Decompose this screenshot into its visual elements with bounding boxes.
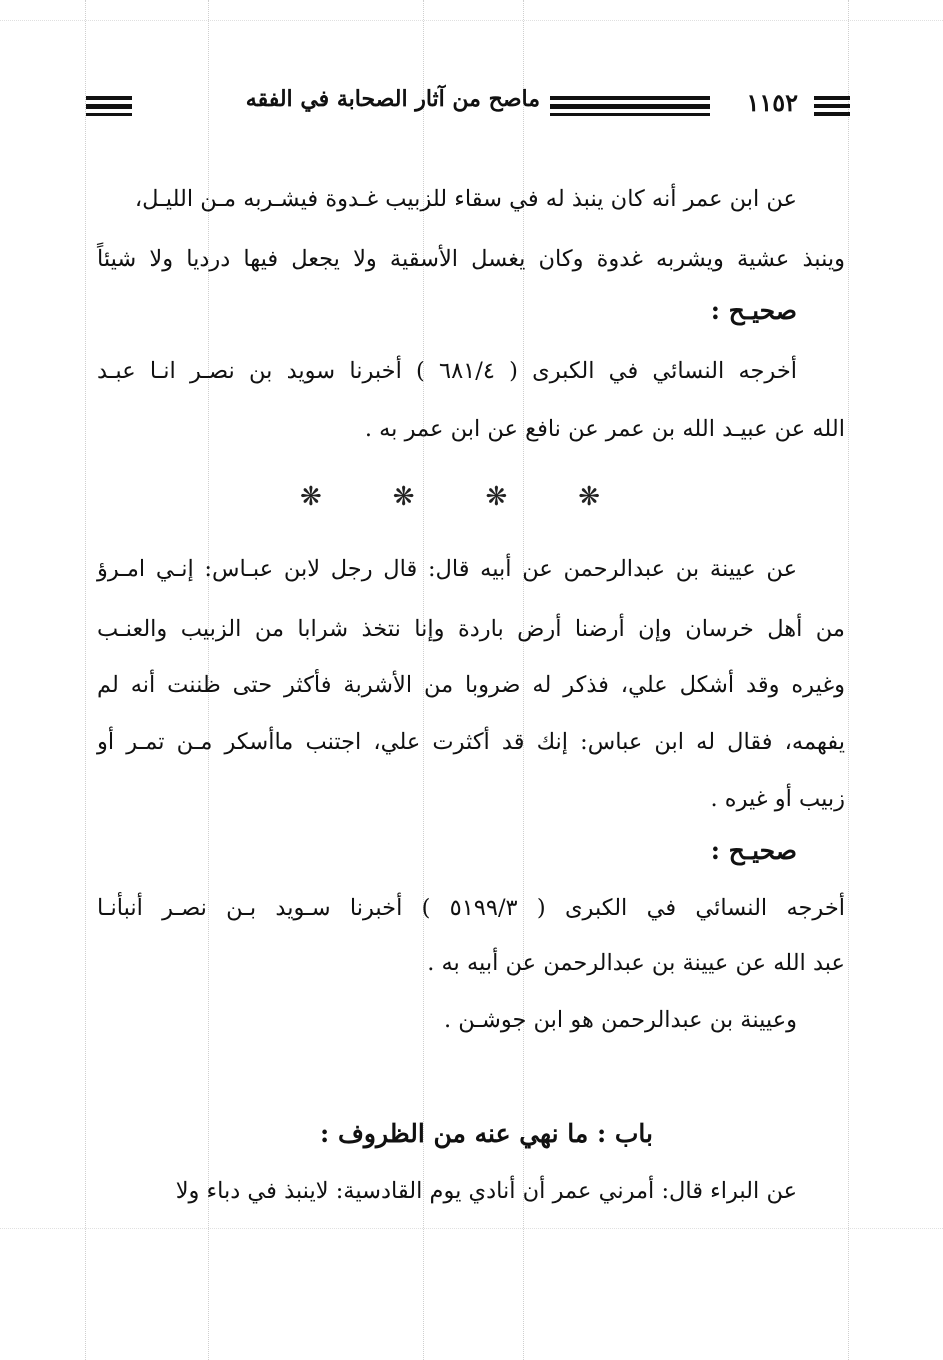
source-line: عبد الله عن عيينة بن عبدالرحمن عن أبيه به . [427,950,845,976]
text-line: وينبذ عشية ويشربه غدوة وكان يغسل الأسقية ولا يجعل فيها درديا ولا شيئاً [97,246,845,272]
text-line: عن عيينة بن عبدالرحمن عن أبيه قال: قال رجل لابن عبـاس: إنـي امـرؤ [97,556,797,582]
star-ornament-icon: ❋ [485,482,508,512]
star-ornament-icon: ❋ [392,482,415,512]
running-header [86,86,850,124]
running-title: ماصح من آثار الصحابة في الفقه [245,86,540,112]
chapter-heading: باب : ما نهي عنه من الظروف : [320,1119,653,1148]
text-line: من أهل خرسان وإن أرضنا أرض باردة وإنا نتخذ شرابا من الزبيب والعنـب [97,616,845,642]
guide-line [0,20,943,21]
text-line: زبيب أو غيره . [710,786,845,812]
source-line: أخرجه النسائي في الكبرى ( ٥١٩٩/٣ ) أخبرنا سـويد بـن نصـر أنبأنـا [97,895,845,921]
guide-line [848,0,849,1360]
verdict-label: صحيـح : [710,296,797,325]
text-line: عن ابن عمر أنه كان ينبذ له في سقاء للزبيب غـدوة فيشـربه مـن الليـل، [134,186,797,212]
verdict-label: صحيـح : [710,836,797,865]
star-ornament-icon: ❋ [578,482,600,512]
guide-line [85,0,86,1360]
text-line: عن البراء قال: أمرني عمر أن أنادي يوم القادسية: لاينبذ في دباء ولا [175,1178,797,1204]
star-ornament-icon: ❋ [300,482,322,512]
text-line: وغيره وقد أشكل علي، فذكر له ضروبا من الأشربة فأكثر حتى ظننت أنه لم [97,672,845,698]
text-line: يفهمه، فقال له ابن عباس: إنك قد أكثرت علي، اجتنب ماأسكر مـن تمـر أو [97,729,845,755]
separator [300,482,600,512]
guide-line [0,1228,943,1229]
source-line: وعيينة بن عبدالرحمن هو ابن جوشـن . [443,1007,797,1033]
page-number: ١١٥٢ [746,88,798,117]
source-line: الله عن عبيـد الله بن عمر عن نافع عن ابن عمر به . [364,416,845,442]
source-line: أخرجه النسائي في الكبرى ( ٦٨١/٤ ) أخبرنا سويد بن نصـر انـا عبـد [97,358,797,384]
